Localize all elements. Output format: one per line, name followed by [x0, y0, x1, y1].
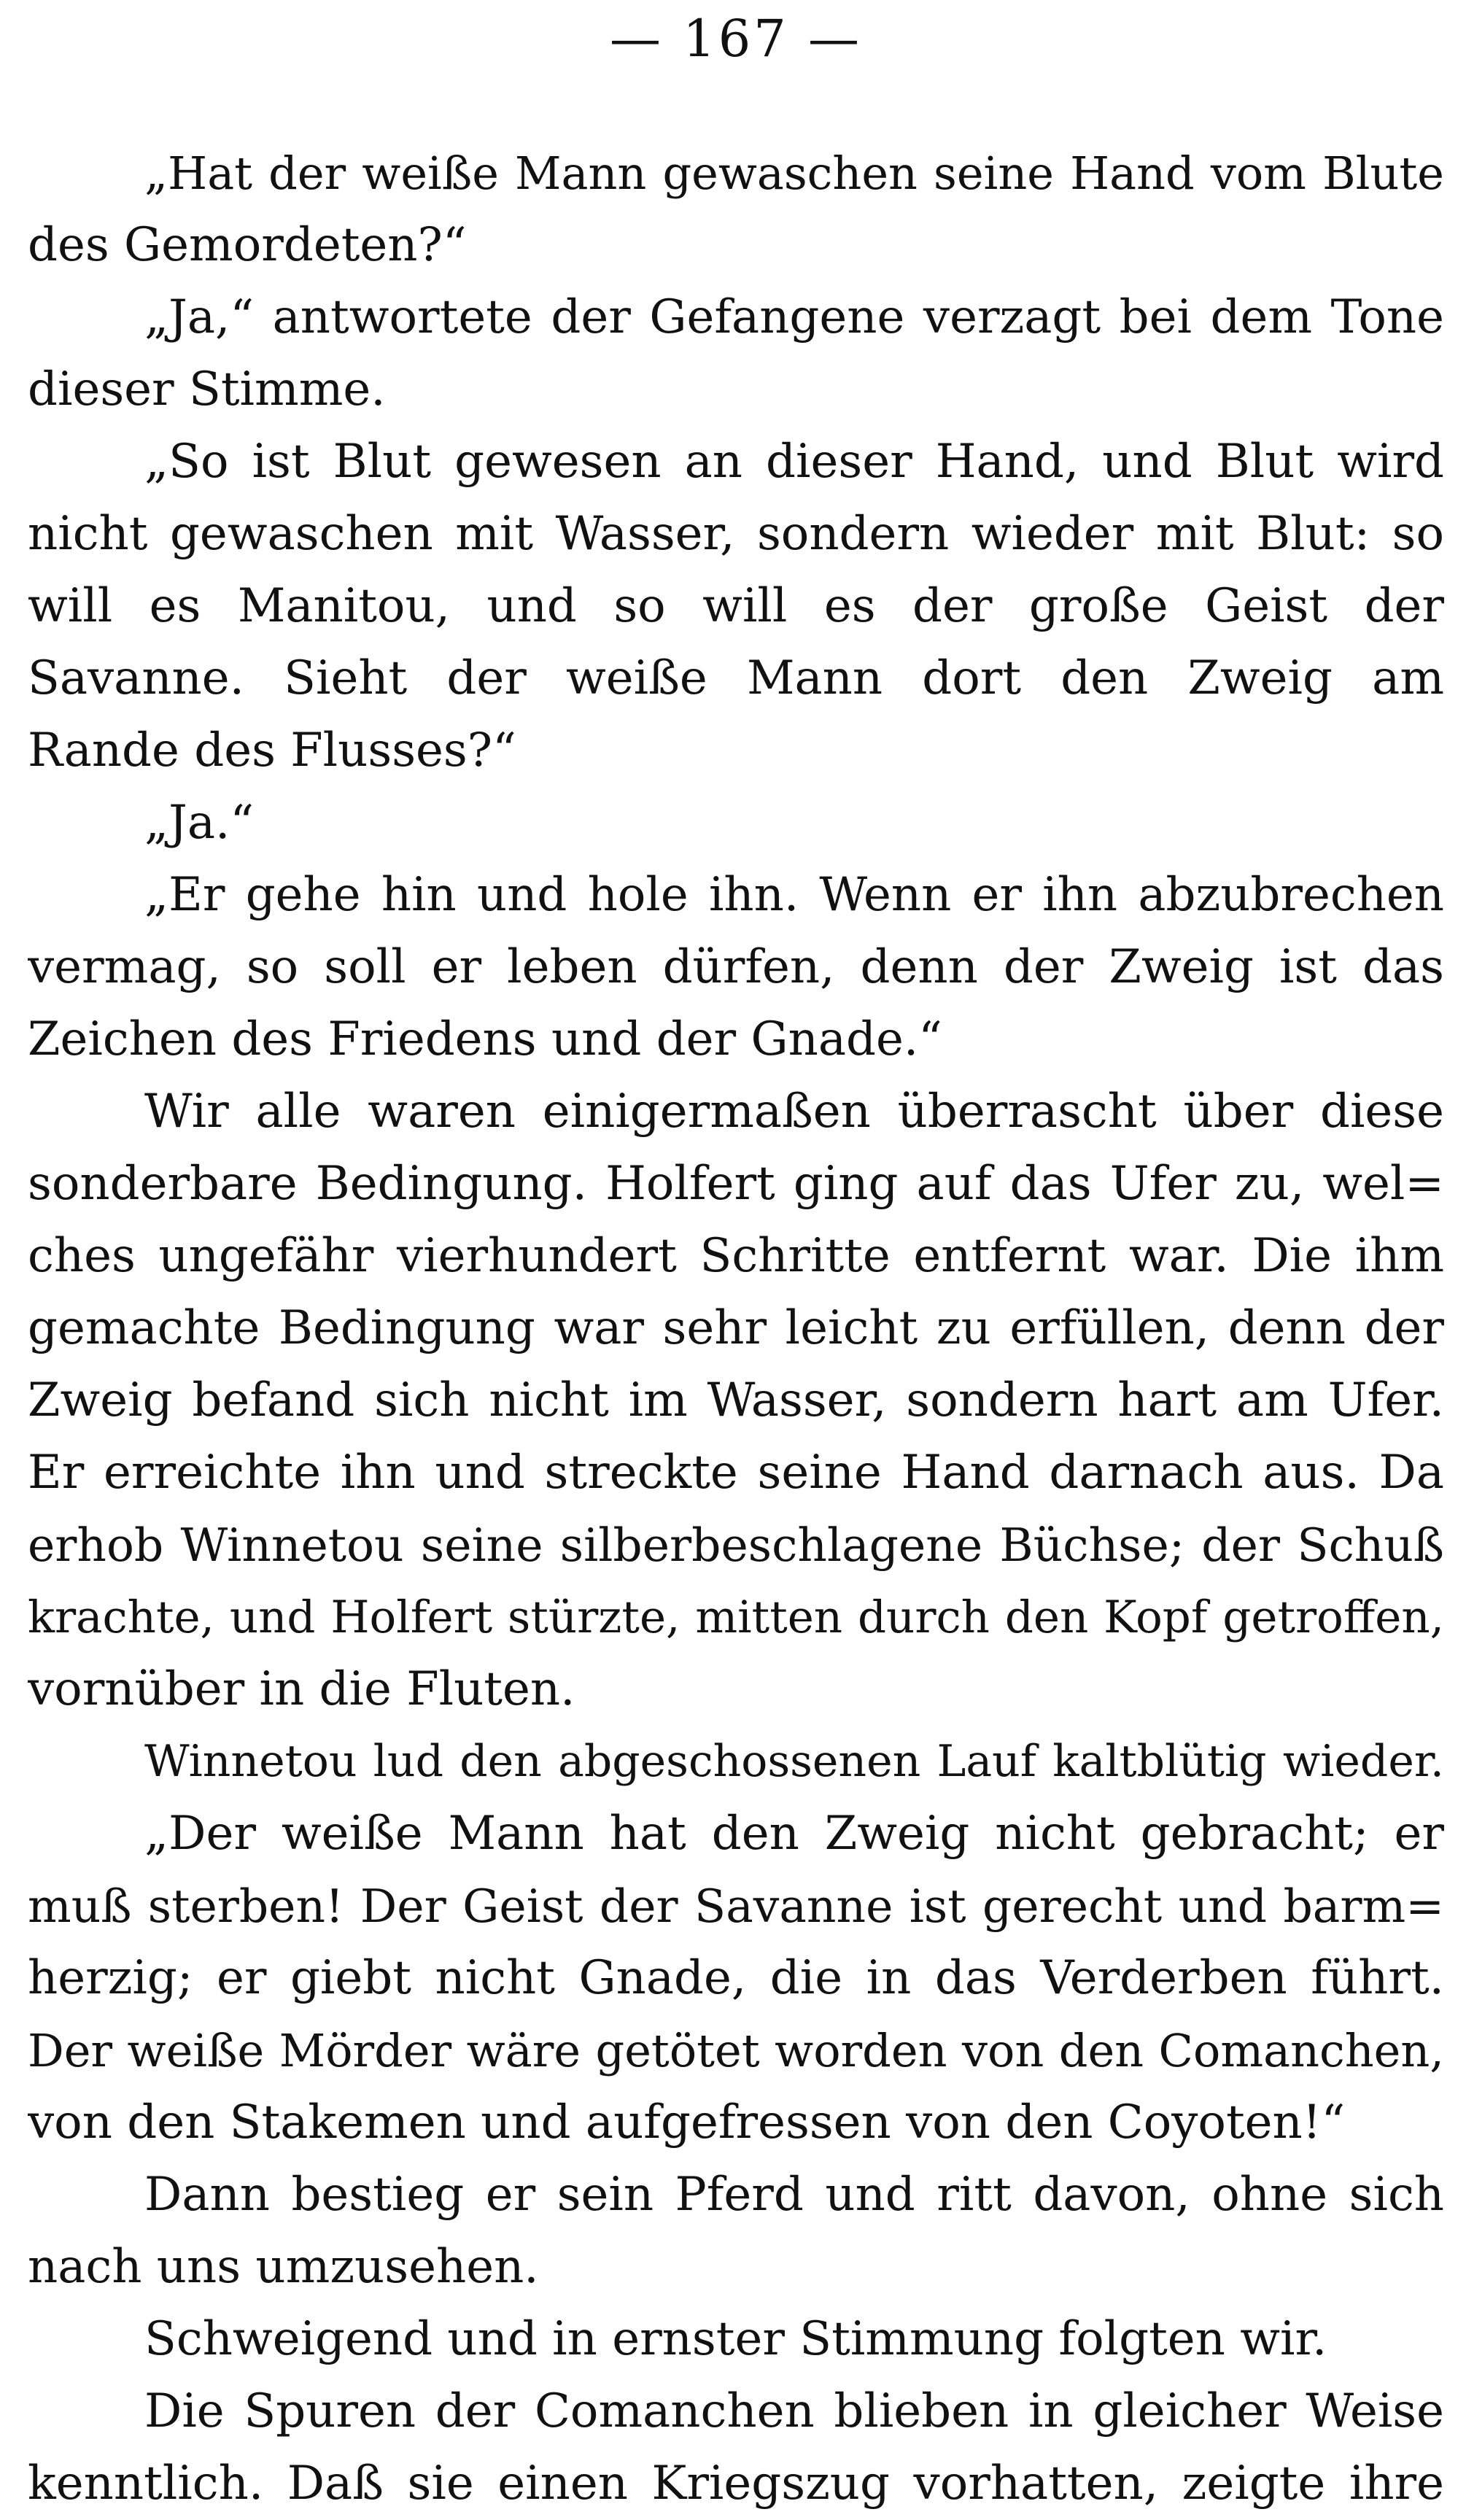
text-line: Winnetou lud den abgeschossenen Lauf kaltblütig wieder.	[144, 1736, 1444, 1787]
text-line: nicht gewaschen mit Wasser, sondern wieder mit Blut: so	[28, 507, 1444, 561]
text-line: erhob Winnetou seine silberbeschlagene Büchse; der Schuß	[28, 1519, 1444, 1572]
text-line: Zeichen des Friedens und der Gnade.“	[28, 1012, 942, 1066]
text-line: von den Stakemen und aufgefressen von den Coyoten!“	[28, 2096, 1346, 2149]
text-line: ches ungefähr vierhundert Schritte entfernt war. Die ihm	[28, 1229, 1444, 1283]
body-text	[28, 137, 1444, 2520]
text-line: will es Manitou, und so will es der große Geist der	[28, 579, 1444, 633]
text-line: gemachte Bedingung war sehr leicht zu erfüllen, denn der	[28, 1301, 1444, 1355]
text-line: sonderbare Bedingung. Holfert ging auf das Ufer zu, wel=	[28, 1157, 1444, 1211]
text-line: Zweig befand sich nicht im Wasser, sondern hart am Ufer.	[28, 1373, 1444, 1427]
text-line: nach uns umzusehen.	[28, 2240, 539, 2294]
book-page	[28, 0, 1444, 2511]
text-line: muß sterben! Der Geist der Savanne ist gerecht und barm=	[28, 1880, 1444, 1933]
page-number: — 167 —	[609, 9, 863, 69]
text-line: des Gemordeten?“	[28, 218, 467, 272]
text-line: „Ja.“	[144, 796, 255, 850]
text-line: „So ist Blut gewesen an dieser Hand, und Blut wird	[144, 435, 1444, 489]
text-line: Der weiße Mörder wäre getötet worden von den Comanchen,	[28, 2024, 1444, 2077]
text-line: Savanne. Sieht der weiße Mann dort den Zweig am	[28, 651, 1444, 705]
text-line: „Hat der weiße Mann gewaschen seine Hand vom Blute	[144, 147, 1444, 200]
text-line: Er erreichte ihn und streckte seine Hand darnach aus. Da	[28, 1446, 1444, 1500]
text-line: krachte, und Holfert stürzte, mitten durch den Kopf getroffen,	[28, 1592, 1444, 1643]
text-line: Schweigend und in ernster Stimmung folgten wir.	[144, 2312, 1327, 2366]
text-line: Rande des Flusses?“	[28, 724, 516, 778]
text-line: vermag, so soll er leben dürfen, denn der Zweig ist das	[28, 940, 1444, 994]
text-line: Dann bestieg er sein Pferd und ritt davon, ohne sich	[144, 2168, 1444, 2222]
text-line: „Der weiße Mann hat den Zweig nicht gebracht; er	[144, 1807, 1444, 1861]
text-line: „Ja,“ antwortete der Gefangene verzagt bei dem Tone	[144, 290, 1444, 344]
text-line: Die Spuren der Comanchen blieben in gleicher Weise	[144, 2384, 1444, 2438]
text-line: kenntlich. Daß sie einen Kriegszug vorhatten, zeigte ihre	[28, 2457, 1444, 2511]
text-line: herzig; er giebt nicht Gnade, die in das Verderben führt.	[28, 1951, 1444, 2005]
text-line: Wir alle waren einigermaßen überrascht über diese	[144, 1085, 1444, 1139]
text-line: „Er gehe hin und hole ihn. Wenn er ihn abzubrechen	[144, 868, 1444, 922]
text-line: vornüber in die Fluten.	[28, 1662, 575, 1716]
text-line: dieser Stimme.	[28, 363, 386, 416]
